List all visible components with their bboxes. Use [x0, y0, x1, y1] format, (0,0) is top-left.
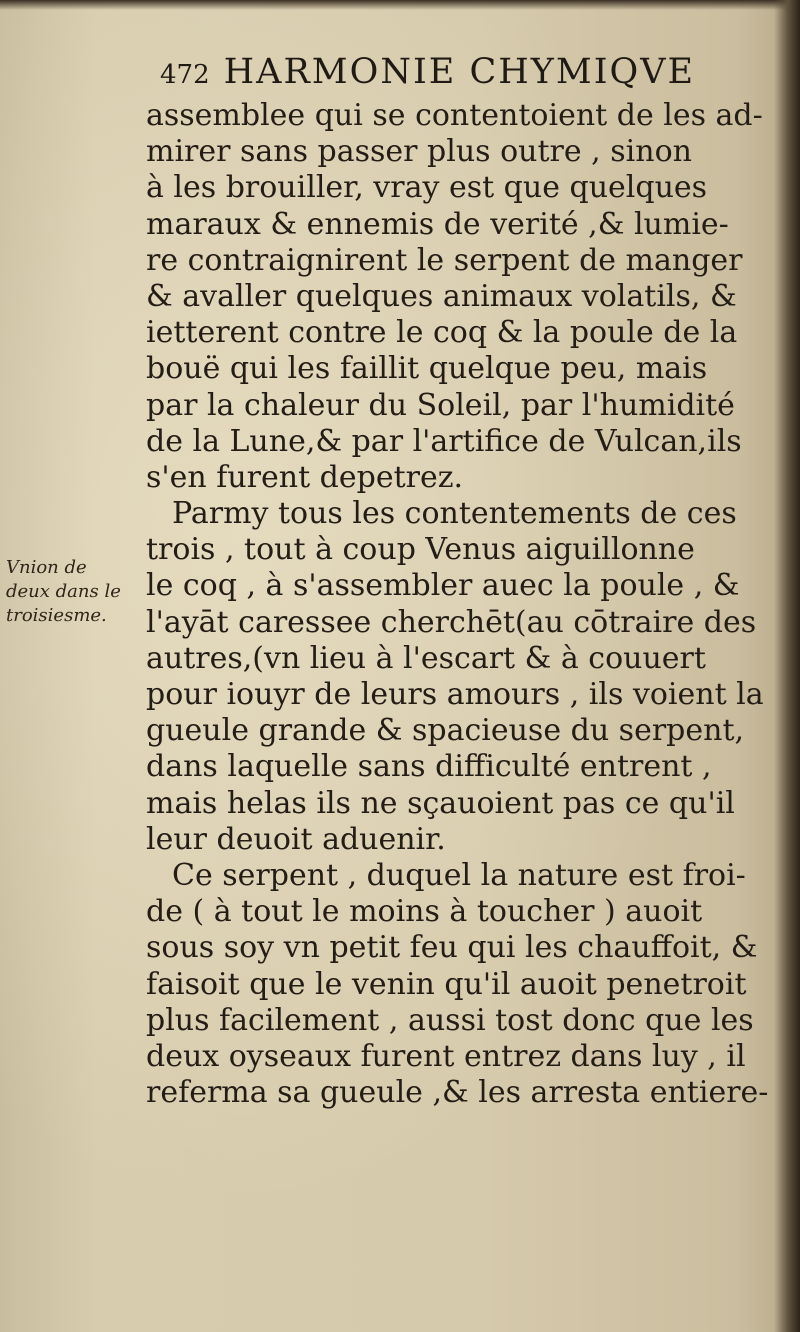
text-line: re contraignirent le serpent de manger — [146, 242, 743, 278]
text-line: s'en furent depetrez. — [146, 459, 464, 495]
text-line: assemblee qui se contentoient de les ad- — [146, 98, 763, 133]
text-line: autres,(vn lieu à l'escart & à couuert — [146, 640, 706, 676]
body-text — [146, 98, 769, 1111]
text-line: maraux & ennemis de verité ,& lumie- — [146, 206, 729, 242]
margin-note-line: Vnion de — [6, 557, 87, 578]
text-line: plus facilement , aussi tost donc que les — [146, 1002, 754, 1038]
text-line: & avaller quelques animaux volatils, & — [146, 278, 737, 314]
page-top-shadow — [0, 0, 800, 10]
text-line: de ( à tout le moins à toucher ) auoit — [146, 894, 703, 930]
book-spine-shadow — [774, 0, 800, 1332]
text-line: pour iouyr de leurs amours , ils voient la — [146, 677, 764, 712]
running-title: HARMONIE CHYMIQVE — [223, 52, 696, 92]
text-line: trois , tout à coup Venus aiguillonne — [146, 532, 695, 568]
paragraph-start-line: Parmy tous les contentements de ces — [172, 496, 737, 532]
text-line: par la chaleur du Soleil, par l'humidité — [146, 387, 735, 423]
text-line: à les brouiller, vray est que quelques — [146, 170, 708, 206]
margin-note — [6, 556, 146, 628]
text-line: faisoit que le venin qu'il auoit penetroit — [146, 966, 747, 1002]
text-line: de la Lune,& par l'artifice de Vulcan,ils — [146, 423, 742, 459]
margin-note-line: troisiesme. — [6, 605, 107, 626]
text-line: l'ayāt caressee cherchēt(au cōtraire des — [146, 604, 757, 640]
text-line: mirer sans passer plus outre , sinon — [146, 134, 692, 170]
text-line: sous soy vn petit feu qui les chauffoit, & — [146, 930, 758, 966]
text-line: leur deuoit aduenir. — [146, 821, 446, 857]
text-line: gueule grande & spacieuse du serpent, — [146, 713, 745, 749]
paragraph-start-line: Ce serpent , duquel la nature est froi- — [172, 857, 746, 893]
text-line: deux oyseaux furent entrez dans luy , il — [146, 1038, 746, 1074]
text-line: bouë qui les faillit quelque peu, mais — [146, 351, 708, 387]
text-line: ietterent contre le coq & la poule de la — [146, 315, 738, 351]
text-line: le coq , à s'assembler auec la poule , & — [146, 568, 740, 604]
margin-note-line: deux dans le — [6, 581, 121, 602]
text-line: referma sa gueule ,& les arresta entiere- — [146, 1075, 769, 1111]
page-number: 472 — [160, 60, 210, 90]
running-header — [160, 52, 720, 100]
text-line: dans laquelle sans difficulté entrent , — [146, 749, 712, 785]
text-line: mais helas ils ne sçauoient pas ce qu'il — [146, 785, 735, 821]
